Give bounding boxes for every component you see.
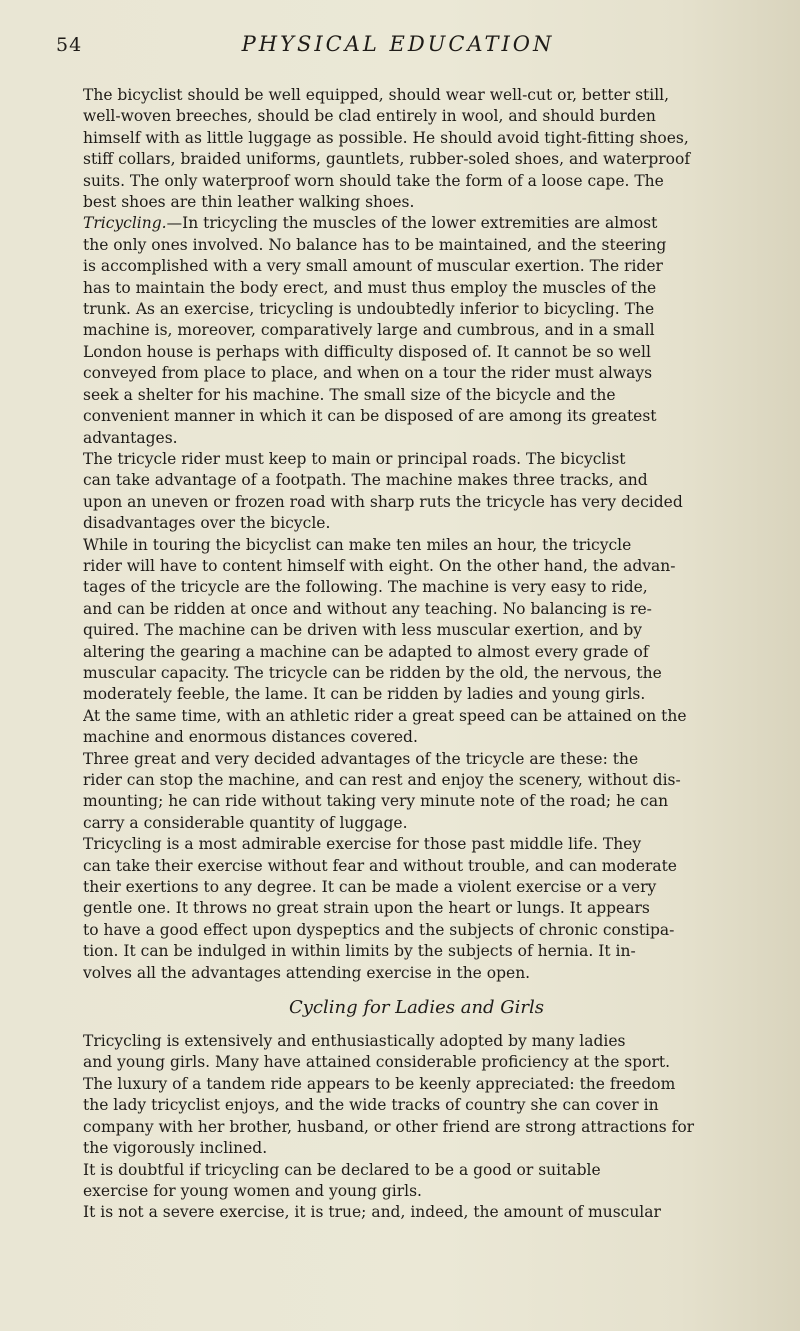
- text-line: While in touring the bicyclist can make ten miles an hour, the tricycle: [83, 535, 632, 554]
- text-line: company with her brother, husband, or other friend are strong attractions for: [83, 1117, 695, 1136]
- text-line: At the same time, with an athletic rider a great speed can be attained on the: [83, 706, 687, 725]
- paragraph: [83, 85, 750, 213]
- paragraph: [83, 1202, 750, 1223]
- text-line: moderately feeble, the lame. It can be ridden by ladies and young girls.: [83, 685, 646, 704]
- text-line: Tricycling.—In tricycling the muscles of the lower extremities are almost: [83, 214, 658, 233]
- text-line: mounting; he can ride without taking very minute note of the road; he can: [83, 792, 669, 811]
- text-line: Tricycling is extensively and enthusiastically adopted by many ladies: [83, 1032, 626, 1051]
- text-line: rider will have to content himself with eight. On the other hand, the advan-: [83, 556, 676, 575]
- text-line: Three great and very decided advantages of the tricycle are these: the: [83, 749, 639, 768]
- text-line: The bicyclist should be well equipped, should wear well-cut or, better still,: [83, 86, 670, 104]
- paragraphs-after-heading: [83, 1031, 750, 1224]
- text-line: volves all the advantages attending exercise in the open.: [83, 963, 531, 982]
- text-line: their exertions to any degree. It can be made a violent exercise or a very: [83, 878, 657, 897]
- paragraphs-before-heading: [83, 85, 750, 984]
- text-line: best shoes are thin leather walking shoes.: [83, 193, 415, 212]
- text-line: can take advantage of a footpath. The machine makes three tracks, and: [83, 471, 648, 490]
- text-line: It is not a severe exercise, it is true; and, indeed, the amount of muscular: [83, 1203, 661, 1222]
- text-line: conveyed from place to place, and when on a tour the rider must always: [83, 364, 653, 383]
- paragraph: [83, 1160, 750, 1203]
- text-line: the lady tricyclist enjoys, and the wide tracks of country she can cover in: [83, 1096, 659, 1115]
- text-line: Tricycling is a most admirable exercise for those past middle life. They: [83, 835, 642, 854]
- text-line: advantages.: [83, 428, 178, 447]
- text-line: suits. The only waterproof worn should take the form of a loose cape. The: [83, 171, 664, 190]
- text-line: rider can stop the machine, and can rest and enjoy the scenery, without dis-: [83, 771, 681, 789]
- text-line: well-woven breeches, should be clad entirely in wool, and should burden: [83, 107, 656, 126]
- text-line: himself with as little luggage as possible. He should avoid tight-fitting shoes,: [83, 128, 689, 147]
- text-line: disadvantages over the bicycle.: [83, 514, 331, 533]
- text-line: The luxury of a tandem ride appears to be keenly appreciated: the freedom: [83, 1074, 676, 1093]
- text-line: and young girls. Many have attained considerable proficiency at the sport.: [83, 1053, 671, 1072]
- text-line: trunk. As an exercise, tricycling is undoubtedly inferior to bicycling. The: [83, 300, 655, 319]
- running-head: [56, 30, 740, 62]
- text-line: gentle one. It throws no great strain upon the heart or lungs. It appears: [83, 899, 650, 918]
- paragraph: [83, 1031, 750, 1159]
- text-line: and can be ridden at once and without any teaching. No balancing is re-: [83, 599, 652, 618]
- text-line: machine is, moreover, comparatively large and cumbrous, and in a small: [83, 321, 655, 340]
- text-line: the only ones involved. No balance has to be maintained, and the steering: [83, 235, 667, 254]
- page-number: 54: [56, 34, 83, 56]
- text-line: can take their exercise without fear and without trouble, and can moderate: [83, 856, 677, 875]
- paragraph: [83, 449, 750, 535]
- text-line: quired. The machine can be driven with less muscular exertion, and by: [83, 621, 643, 640]
- paragraph: [83, 834, 750, 984]
- text-line: altering the gearing a machine can be adapted to almost every grade of: [83, 642, 649, 661]
- page-body: [83, 85, 750, 1224]
- text-line: convenient manner in which it can be disposed of are among its greatest: [83, 407, 657, 426]
- paragraph: [83, 535, 750, 749]
- running-title: PHYSICAL EDUCATION: [241, 32, 555, 56]
- text-line: stiff collars, braided uniforms, gauntlets, rubber-soled shoes, and waterproof: [83, 150, 691, 169]
- text-line: It is doubtful if tricycling can be declared to be a good or suitable: [83, 1160, 601, 1179]
- text-line: to have a good effect upon dyspeptics and the subjects of chronic constipa-: [83, 920, 675, 939]
- text-line: exercise for young women and young girls.: [83, 1181, 422, 1200]
- text-line: carry a considerable quantity of luggage.: [83, 813, 408, 832]
- text-line: muscular capacity. The tricycle can be ridden by the old, the nervous, the: [83, 663, 662, 682]
- paragraph: [83, 213, 750, 448]
- text-line: London house is perhaps with difficulty disposed of. It cannot be so well: [83, 342, 651, 361]
- text-line: has to maintain the body erect, and must thus employ the muscles of the: [83, 278, 657, 297]
- paragraph: [83, 749, 750, 835]
- text-line: upon an uneven or frozen road with sharp ruts the tricycle has very decided: [83, 492, 683, 511]
- text-line: seek a shelter for his machine. The small size of the bicycle and the: [83, 385, 616, 404]
- text-line: machine and enormous distances covered.: [83, 728, 418, 747]
- text-line: the vigorously inclined.: [83, 1139, 268, 1158]
- text-line: is accomplished with a very small amount of muscular exertion. The rider: [83, 257, 663, 276]
- section-heading: Cycling for Ladies and Girls: [288, 997, 545, 1019]
- text-line: tages of the tricycle are the following. The machine is very easy to ride,: [83, 578, 648, 597]
- text-line: The tricycle rider must keep to main or principal roads. The bicyclist: [83, 449, 626, 468]
- text-line: tion. It can be indulged in within limits by the subjects of hernia. It in-: [83, 942, 636, 961]
